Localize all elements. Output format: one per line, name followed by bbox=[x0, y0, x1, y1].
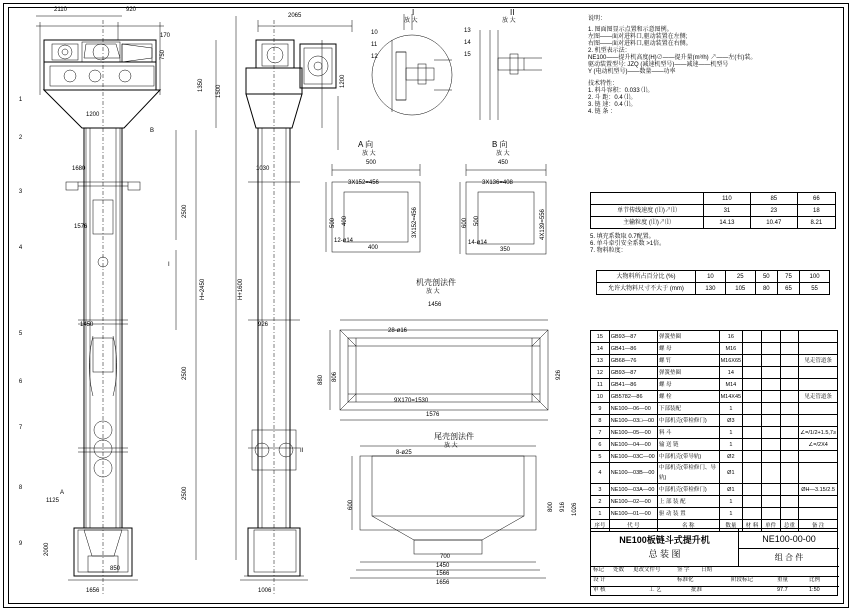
detail-B-dim-500: 500 bbox=[474, 215, 480, 226]
dim-920: 920 bbox=[126, 7, 137, 13]
grain-h3: 50 bbox=[755, 271, 777, 283]
notes-item-2: 左图——面对进料口,驱动装置在左侧; bbox=[588, 34, 688, 40]
bom-cell: 见走管道条 bbox=[799, 355, 838, 367]
bom-cell: 螺 母 bbox=[657, 379, 719, 391]
table-row bbox=[591, 496, 838, 508]
dim-170: 170 bbox=[160, 33, 171, 39]
tech-item-4: 4. 链 条 ： bbox=[588, 109, 617, 115]
bom-cell bbox=[743, 451, 762, 463]
table-row bbox=[591, 403, 838, 415]
notes-item-7: Y (电动机型号)——数量——功率 bbox=[588, 69, 676, 75]
dim-850: 850 bbox=[110, 566, 121, 572]
speed-row1-c1: 31 bbox=[704, 205, 751, 217]
speed-row1-c2: 23 bbox=[750, 205, 797, 217]
detail-B-dim-350: 350 bbox=[500, 247, 511, 253]
code-cell bbox=[739, 529, 839, 549]
table-row bbox=[591, 331, 838, 343]
bom-cell: 弹簧垫圈 bbox=[657, 367, 719, 379]
sign-date: 日期 bbox=[701, 567, 713, 573]
speed-row1-c3: 18 bbox=[797, 205, 835, 217]
bom-cell bbox=[780, 496, 799, 508]
dim-1200: 1200 bbox=[86, 112, 100, 118]
detail-I-sub: 放 大 bbox=[404, 18, 418, 24]
bom-cell: 弹簧垫圈 bbox=[657, 331, 719, 343]
notes-item-1: 1. 图面图显示点置和示意图例。 bbox=[588, 27, 673, 33]
bom-cell: Ø1 bbox=[719, 484, 743, 496]
detail-I-callout-11: 11 bbox=[371, 42, 378, 48]
detail-B-dim-450: 450 bbox=[498, 160, 509, 166]
detail-II-callout-13: 13 bbox=[464, 28, 471, 34]
sign-signature: 签 字 bbox=[677, 567, 690, 573]
bom-cell: GB5782—86 bbox=[609, 391, 657, 403]
speed-row0-c1: 110 bbox=[704, 193, 751, 205]
table-row bbox=[591, 451, 838, 463]
bom-cell: 7 bbox=[591, 427, 610, 439]
dim-H1600: H+1600 bbox=[238, 278, 244, 300]
table-row bbox=[591, 427, 838, 439]
bom-cell: 螺 栓 bbox=[657, 391, 719, 403]
speed-row1-c0: 单节传线速度 (⒧)↗⒧ bbox=[591, 205, 704, 217]
dim-750: 750 bbox=[160, 49, 166, 60]
notes-heading: 说明： bbox=[588, 16, 607, 22]
bom-cell: 8 bbox=[591, 415, 610, 427]
table-row bbox=[591, 379, 838, 391]
sign-reviewer: 审 核 bbox=[593, 587, 606, 593]
bom-cell bbox=[780, 415, 799, 427]
detail-I-callout-10: 10 bbox=[371, 30, 378, 36]
mark-I: I bbox=[168, 262, 170, 268]
grain-h2: 25 bbox=[725, 271, 755, 283]
dim-2500-b: 2500 bbox=[182, 366, 188, 380]
bom-cell bbox=[743, 508, 762, 520]
tech-item-3: 3. 链 速：0.4 ⒧。 bbox=[588, 102, 637, 108]
bom-cell: 螺 钉 bbox=[657, 355, 719, 367]
signature-grid bbox=[591, 567, 839, 597]
bom-cell: 见走管道条 bbox=[799, 391, 838, 403]
bom-cell: 10 bbox=[591, 391, 610, 403]
bom-cell bbox=[743, 427, 762, 439]
detail-head-title: 机壳剖法件 bbox=[416, 278, 456, 287]
detail-boot-dim-1026: 1026 bbox=[572, 502, 578, 516]
notes-block bbox=[588, 16, 838, 116]
detail-boot-holes: 8-ø25 bbox=[396, 450, 412, 456]
dim-1125: 1125 bbox=[46, 498, 59, 504]
detail-I-title: I bbox=[412, 8, 415, 17]
balloon-3: 3 bbox=[16, 188, 25, 197]
detail-A-sub: 放 大 bbox=[362, 151, 376, 157]
bom-cell: NE100—01—00 bbox=[609, 508, 657, 520]
bom-cell: GB41—86 bbox=[609, 343, 657, 355]
bom-cell bbox=[743, 415, 762, 427]
bom-cell: 中部机壳(带检修门) bbox=[657, 484, 719, 496]
speed-row0-c0 bbox=[591, 193, 704, 205]
bom-header-cell: 数量 bbox=[719, 520, 743, 532]
detail-boot-dim-1656: 1656 bbox=[436, 580, 450, 586]
tech-heading: 技术特性： bbox=[588, 81, 619, 87]
table-row bbox=[591, 343, 838, 355]
grain-table bbox=[596, 270, 830, 295]
bom-cell bbox=[799, 343, 838, 355]
notes-item-6: 驱动装置型号: JZQ (减速机型号)——减速——机型号 bbox=[588, 62, 729, 68]
sign-stage: 阶段标记 bbox=[731, 577, 754, 583]
bom-cell: 2 bbox=[591, 496, 610, 508]
detail-A-dim-400b: 400 bbox=[368, 245, 379, 251]
table-row bbox=[591, 355, 838, 367]
dim-1576: 1576 bbox=[74, 224, 88, 230]
part-kind: 组 合 件 bbox=[774, 553, 804, 562]
bom-cell bbox=[761, 508, 780, 520]
bom-cell bbox=[761, 391, 780, 403]
bom-cell bbox=[761, 403, 780, 415]
bom-header-cell: 序号 bbox=[591, 520, 610, 532]
bom-cell: 下部装配 bbox=[657, 403, 719, 415]
grain-r3: 80 bbox=[755, 283, 777, 295]
detail-head-holes: 28-ø16 bbox=[388, 328, 408, 334]
bom-cell bbox=[743, 496, 762, 508]
bom-header-cell: 单件 bbox=[761, 520, 780, 532]
title-block bbox=[590, 528, 838, 596]
balloon-6: 6 bbox=[16, 378, 25, 387]
sign-docno: 更改文件号 bbox=[633, 567, 661, 573]
bom-cell bbox=[780, 508, 799, 520]
balloon-1: 1 bbox=[16, 96, 25, 105]
grain-h1: 10 bbox=[696, 271, 726, 283]
dim-2500-a: 2500 bbox=[182, 204, 188, 218]
balloon-5: 5 bbox=[16, 330, 25, 339]
bom-cell bbox=[743, 355, 762, 367]
tech-tail-block bbox=[590, 234, 836, 255]
bom-cell: ØH—3.15/2.5 bbox=[799, 484, 838, 496]
bom-cell bbox=[761, 355, 780, 367]
bom-header-cell: 材 料 bbox=[743, 520, 762, 532]
bom-cell: 料 斗 bbox=[657, 427, 719, 439]
bom-cell bbox=[780, 427, 799, 439]
detail-A-dim-500: 500 bbox=[366, 160, 377, 166]
bom-cell: 11 bbox=[591, 379, 610, 391]
grain-h0: 大物料所占百分比 (%) bbox=[597, 271, 696, 283]
bom-cell bbox=[799, 403, 838, 415]
bom-cell: NE100—03□—00 bbox=[609, 415, 657, 427]
tech-item-2: 2. 斗 距：0.4 ⒧。 bbox=[588, 95, 637, 101]
detail-head-dim-1576: 1576 bbox=[426, 412, 440, 418]
bom-cell bbox=[761, 379, 780, 391]
bom-cell: NE100—03A—00 bbox=[609, 484, 657, 496]
bom-header-cell: 备 注 bbox=[799, 520, 838, 532]
bom-cell bbox=[743, 439, 762, 451]
bom-cell bbox=[761, 439, 780, 451]
bom-cell bbox=[780, 484, 799, 496]
bom-cell bbox=[780, 439, 799, 451]
bom-cell bbox=[799, 496, 838, 508]
speed-row2-c1: 14.13 bbox=[704, 217, 751, 229]
table-row bbox=[591, 484, 838, 496]
detail-head-sub: 放 大 bbox=[426, 289, 440, 295]
dim-H2450: H=2450 bbox=[200, 278, 206, 300]
sign-designer: 设 计 bbox=[593, 577, 606, 583]
bom-cell: GB68—76 bbox=[609, 355, 657, 367]
sign-scale: 比例 bbox=[809, 577, 821, 583]
bom-cell bbox=[799, 463, 838, 484]
bom-cell: NE100—06—00 bbox=[609, 403, 657, 415]
sign-process: 工 艺 bbox=[649, 587, 662, 593]
dim-1450: 1450 bbox=[80, 322, 94, 328]
bom-cell bbox=[780, 367, 799, 379]
detail-A-holes: 12-ø14 bbox=[334, 238, 354, 244]
bom-cell: 1 bbox=[719, 439, 743, 451]
bom-cell bbox=[780, 463, 799, 484]
bom-cell: 上 部 装 配 bbox=[657, 496, 719, 508]
dim-2110: 2110 bbox=[54, 7, 67, 13]
tech-tail-3: 7. 物料粒度： bbox=[590, 248, 627, 254]
bom-header-cell: 名 称 bbox=[657, 520, 719, 532]
drawing-subtitle: 总 装 图 bbox=[648, 549, 681, 559]
bom-cell bbox=[743, 379, 762, 391]
bom-cell: NE100—04—00 bbox=[609, 439, 657, 451]
bom-cell: 5 bbox=[591, 451, 610, 463]
dim-1030: 1030 bbox=[256, 166, 270, 172]
bom-cell bbox=[799, 508, 838, 520]
speed-row0-c3: 66 bbox=[797, 193, 835, 205]
bom-cell: Ø2 bbox=[719, 451, 743, 463]
bom-cell: 1 bbox=[719, 403, 743, 415]
bom-cell: 螺 母 bbox=[657, 343, 719, 355]
bom-cell: 14 bbox=[719, 367, 743, 379]
bom-cell: M14 bbox=[719, 379, 743, 391]
dim-1656: 1656 bbox=[86, 588, 100, 594]
bom-cell: 12 bbox=[591, 367, 610, 379]
dim-2500-c: 2500 bbox=[182, 486, 188, 500]
detail-I-callout-12: 12 bbox=[371, 54, 378, 60]
table-row bbox=[591, 391, 838, 403]
bom-cell bbox=[799, 415, 838, 427]
grain-h4: 75 bbox=[777, 271, 799, 283]
detail-boot-dim-700: 700 bbox=[440, 554, 451, 560]
bom-cell: GB93—87 bbox=[609, 331, 657, 343]
bom-cell bbox=[780, 403, 799, 415]
notes-item-5: NE100——提升机高度(H)⊘——提升量(m³/h) ↗——左(右)装。 bbox=[588, 55, 757, 61]
bom-cell bbox=[761, 463, 780, 484]
sign-weight: 重量 bbox=[777, 577, 789, 583]
grain-r5: 55 bbox=[800, 283, 830, 295]
table-row bbox=[591, 508, 838, 520]
balloon-2: 2 bbox=[16, 134, 25, 143]
sign-standard: 标准化 bbox=[677, 577, 694, 583]
sign-approve: 批准 bbox=[691, 587, 703, 593]
detail-II-sub: 放 大 bbox=[502, 18, 516, 24]
bom-cell: 1 bbox=[719, 427, 743, 439]
bom-cell: ∠=/2X4 bbox=[799, 439, 838, 451]
detail-B-pitch1: 3X136=408 bbox=[482, 180, 513, 186]
bom-cell bbox=[799, 331, 838, 343]
detail-boot-title: 尾壳剖法件 bbox=[434, 432, 474, 441]
bom-cell bbox=[780, 343, 799, 355]
bom-cell: 15 bbox=[591, 331, 610, 343]
bom-cell bbox=[780, 451, 799, 463]
dim-1500: 1500 bbox=[216, 84, 222, 98]
speed-row2-c3: 8.21 bbox=[797, 217, 835, 229]
detail-II-callout-15: 15 bbox=[464, 52, 471, 58]
bom-cell: 驱 动 装 置 bbox=[657, 508, 719, 520]
drawing-code: NE100-00-00 bbox=[762, 534, 816, 544]
bom-cell: M16 bbox=[719, 343, 743, 355]
bom-cell: 中部机壳(带检修门) bbox=[657, 415, 719, 427]
detail-head-dim-926: 926 bbox=[556, 369, 562, 380]
bom-cell: 9 bbox=[591, 403, 610, 415]
bom-cell bbox=[761, 427, 780, 439]
dim-1350: 1350 bbox=[198, 78, 204, 92]
bom-cell bbox=[761, 451, 780, 463]
bom-cell: 13 bbox=[591, 355, 610, 367]
bom-cell: 16 bbox=[719, 331, 743, 343]
detail-B-title: B 向 bbox=[492, 140, 508, 149]
part-kind-cell bbox=[739, 549, 839, 567]
dim-1200-mid: 1200 bbox=[340, 74, 346, 88]
bom-cell: NE100—03C—00 bbox=[609, 451, 657, 463]
speed-row2-c0: 主输粒度 (⒧)↗⒧ bbox=[591, 217, 704, 229]
bom-cell: 中部机壳(带检修门、导轨) bbox=[657, 463, 719, 484]
tech-tail-1: 5. 填充系数取 0.7配置。 bbox=[590, 234, 655, 240]
grain-r2: 105 bbox=[725, 283, 755, 295]
detail-A-title: A 向 bbox=[358, 140, 374, 149]
detail-head-dim-880: 880 bbox=[318, 374, 324, 385]
bom-cell: ∠=/1/2+1.5,7≥ bbox=[799, 427, 838, 439]
bom-cell: 4 bbox=[591, 463, 610, 484]
title-name-cell bbox=[591, 529, 739, 567]
bom-cell bbox=[780, 331, 799, 343]
balloon-9: 9 bbox=[16, 540, 25, 549]
table-row bbox=[591, 367, 838, 379]
detail-B-pitch2: 4X139=556 bbox=[540, 209, 546, 240]
detail-boot-dim-600: 600 bbox=[348, 499, 354, 510]
sign-scale-value: 1:50 bbox=[809, 587, 820, 593]
notes-item-3: 右图——面对进料口,驱动装置在右侧。 bbox=[588, 41, 692, 47]
table-row bbox=[591, 415, 838, 427]
mark-A: A bbox=[60, 490, 65, 496]
detail-head-dim-1456: 1456 bbox=[428, 302, 442, 308]
mark-II: II bbox=[300, 448, 304, 454]
bom-cell bbox=[780, 391, 799, 403]
table-row bbox=[591, 439, 838, 451]
tech-item-1: 1. 料斗容积：0.033 ⒧。 bbox=[588, 88, 654, 94]
bom-cell bbox=[743, 343, 762, 355]
bom-cell: 1 bbox=[719, 508, 743, 520]
bom-cell: NE100—05—00 bbox=[609, 427, 657, 439]
bom-cell bbox=[761, 343, 780, 355]
dim-926: 926 bbox=[258, 322, 269, 328]
detail-B-sub: 放 大 bbox=[496, 151, 510, 157]
table-row bbox=[591, 463, 838, 484]
detail-A-dim-pitch1: 3X152=456 bbox=[348, 180, 379, 186]
bom-cell: Ø1 bbox=[719, 463, 743, 484]
bom-cell: 中部机壳(带导轨) bbox=[657, 451, 719, 463]
detail-boot-dim-916: 916 bbox=[560, 501, 566, 512]
bom-header-cell: 总重 bbox=[780, 520, 799, 532]
bom-cell: M16X65 bbox=[719, 355, 743, 367]
bom-cell bbox=[743, 463, 762, 484]
bom-cell: NE100—03B—00 bbox=[609, 463, 657, 484]
bom-cell: 1 bbox=[591, 508, 610, 520]
bom-cell bbox=[743, 367, 762, 379]
bom-cell bbox=[780, 379, 799, 391]
drawing-title: NE100板链斗式提升机 bbox=[619, 535, 710, 545]
bom-cell: GB41—86 bbox=[609, 379, 657, 391]
detail-A-dim-pitch2: 3X152=456 bbox=[412, 207, 418, 238]
bom-header-cell: 代 号 bbox=[609, 520, 657, 532]
bom-cell: 6 bbox=[591, 439, 610, 451]
detail-II-callout-14: 14 bbox=[464, 40, 471, 46]
detail-head-pitch: 9X170=1530 bbox=[394, 398, 429, 404]
detail-boot-sub: 放 大 bbox=[444, 443, 458, 449]
sign-mass: 97.7 bbox=[777, 587, 788, 593]
notes-item-4: 2. 机型表示法： bbox=[588, 48, 631, 54]
bom-cell: 3 bbox=[591, 484, 610, 496]
dim-2000: 2000 bbox=[44, 542, 50, 556]
detail-B-holes: 14-ø14 bbox=[468, 240, 488, 246]
bom-cell bbox=[799, 451, 838, 463]
detail-II-title: II bbox=[510, 8, 515, 17]
sign-mark: 标记 bbox=[593, 567, 605, 573]
bom-cell: GB93—87 bbox=[609, 367, 657, 379]
balloon-7: 7 bbox=[16, 424, 25, 433]
bom-table bbox=[590, 330, 838, 532]
grain-r4: 65 bbox=[777, 283, 799, 295]
grain-r1: 130 bbox=[696, 283, 726, 295]
bom-cell bbox=[780, 355, 799, 367]
detail-A-dim-400: 400 bbox=[342, 215, 348, 226]
bom-cell bbox=[761, 331, 780, 343]
balloon-4: 4 bbox=[16, 244, 25, 253]
detail-boot-dim-1450: 1450 bbox=[436, 563, 450, 569]
detail-boot-dim-1566: 1566 bbox=[436, 571, 450, 577]
bom-cell bbox=[761, 367, 780, 379]
bom-cell bbox=[799, 367, 838, 379]
bom-cell: Ø3 bbox=[719, 415, 743, 427]
bom-cell: 输 送 链 bbox=[657, 439, 719, 451]
bom-cell bbox=[761, 496, 780, 508]
detail-boot-dim-800: 800 bbox=[548, 501, 554, 512]
tech-tail-2: 6. 单斗牵引安全系数 >1倍。 bbox=[590, 241, 666, 247]
bom-cell: M14X45 bbox=[719, 391, 743, 403]
balloon-8: 8 bbox=[16, 484, 25, 493]
bom-cell: NE100—02—00 bbox=[609, 496, 657, 508]
dim-1680: 1680 bbox=[72, 166, 86, 172]
grain-h5: 100 bbox=[800, 271, 830, 283]
sign-count: 处数 bbox=[613, 567, 625, 573]
bom-cell bbox=[743, 484, 762, 496]
speed-row2-c2: 10.47 bbox=[750, 217, 797, 229]
detail-head-dim-806: 806 bbox=[332, 371, 338, 382]
mark-B: B bbox=[150, 128, 155, 134]
speed-row0-c2: 85 bbox=[750, 193, 797, 205]
bom-cell bbox=[761, 415, 780, 427]
bom-cell bbox=[743, 391, 762, 403]
dim-1006: 1006 bbox=[258, 588, 272, 594]
detail-A-dim-500b: 500 bbox=[330, 217, 336, 228]
bom-cell: 14 bbox=[591, 343, 610, 355]
bom-cell bbox=[743, 403, 762, 415]
bom-cell bbox=[799, 379, 838, 391]
detail-B-dim-600: 600 bbox=[462, 217, 468, 228]
bom-cell bbox=[743, 331, 762, 343]
dim-2065: 2065 bbox=[288, 13, 302, 19]
bom-cell bbox=[761, 484, 780, 496]
grain-r0: 允许大物料尺寸不大于 (mm) bbox=[597, 283, 696, 295]
speed-table bbox=[590, 192, 836, 229]
bom-cell: 1 bbox=[719, 496, 743, 508]
